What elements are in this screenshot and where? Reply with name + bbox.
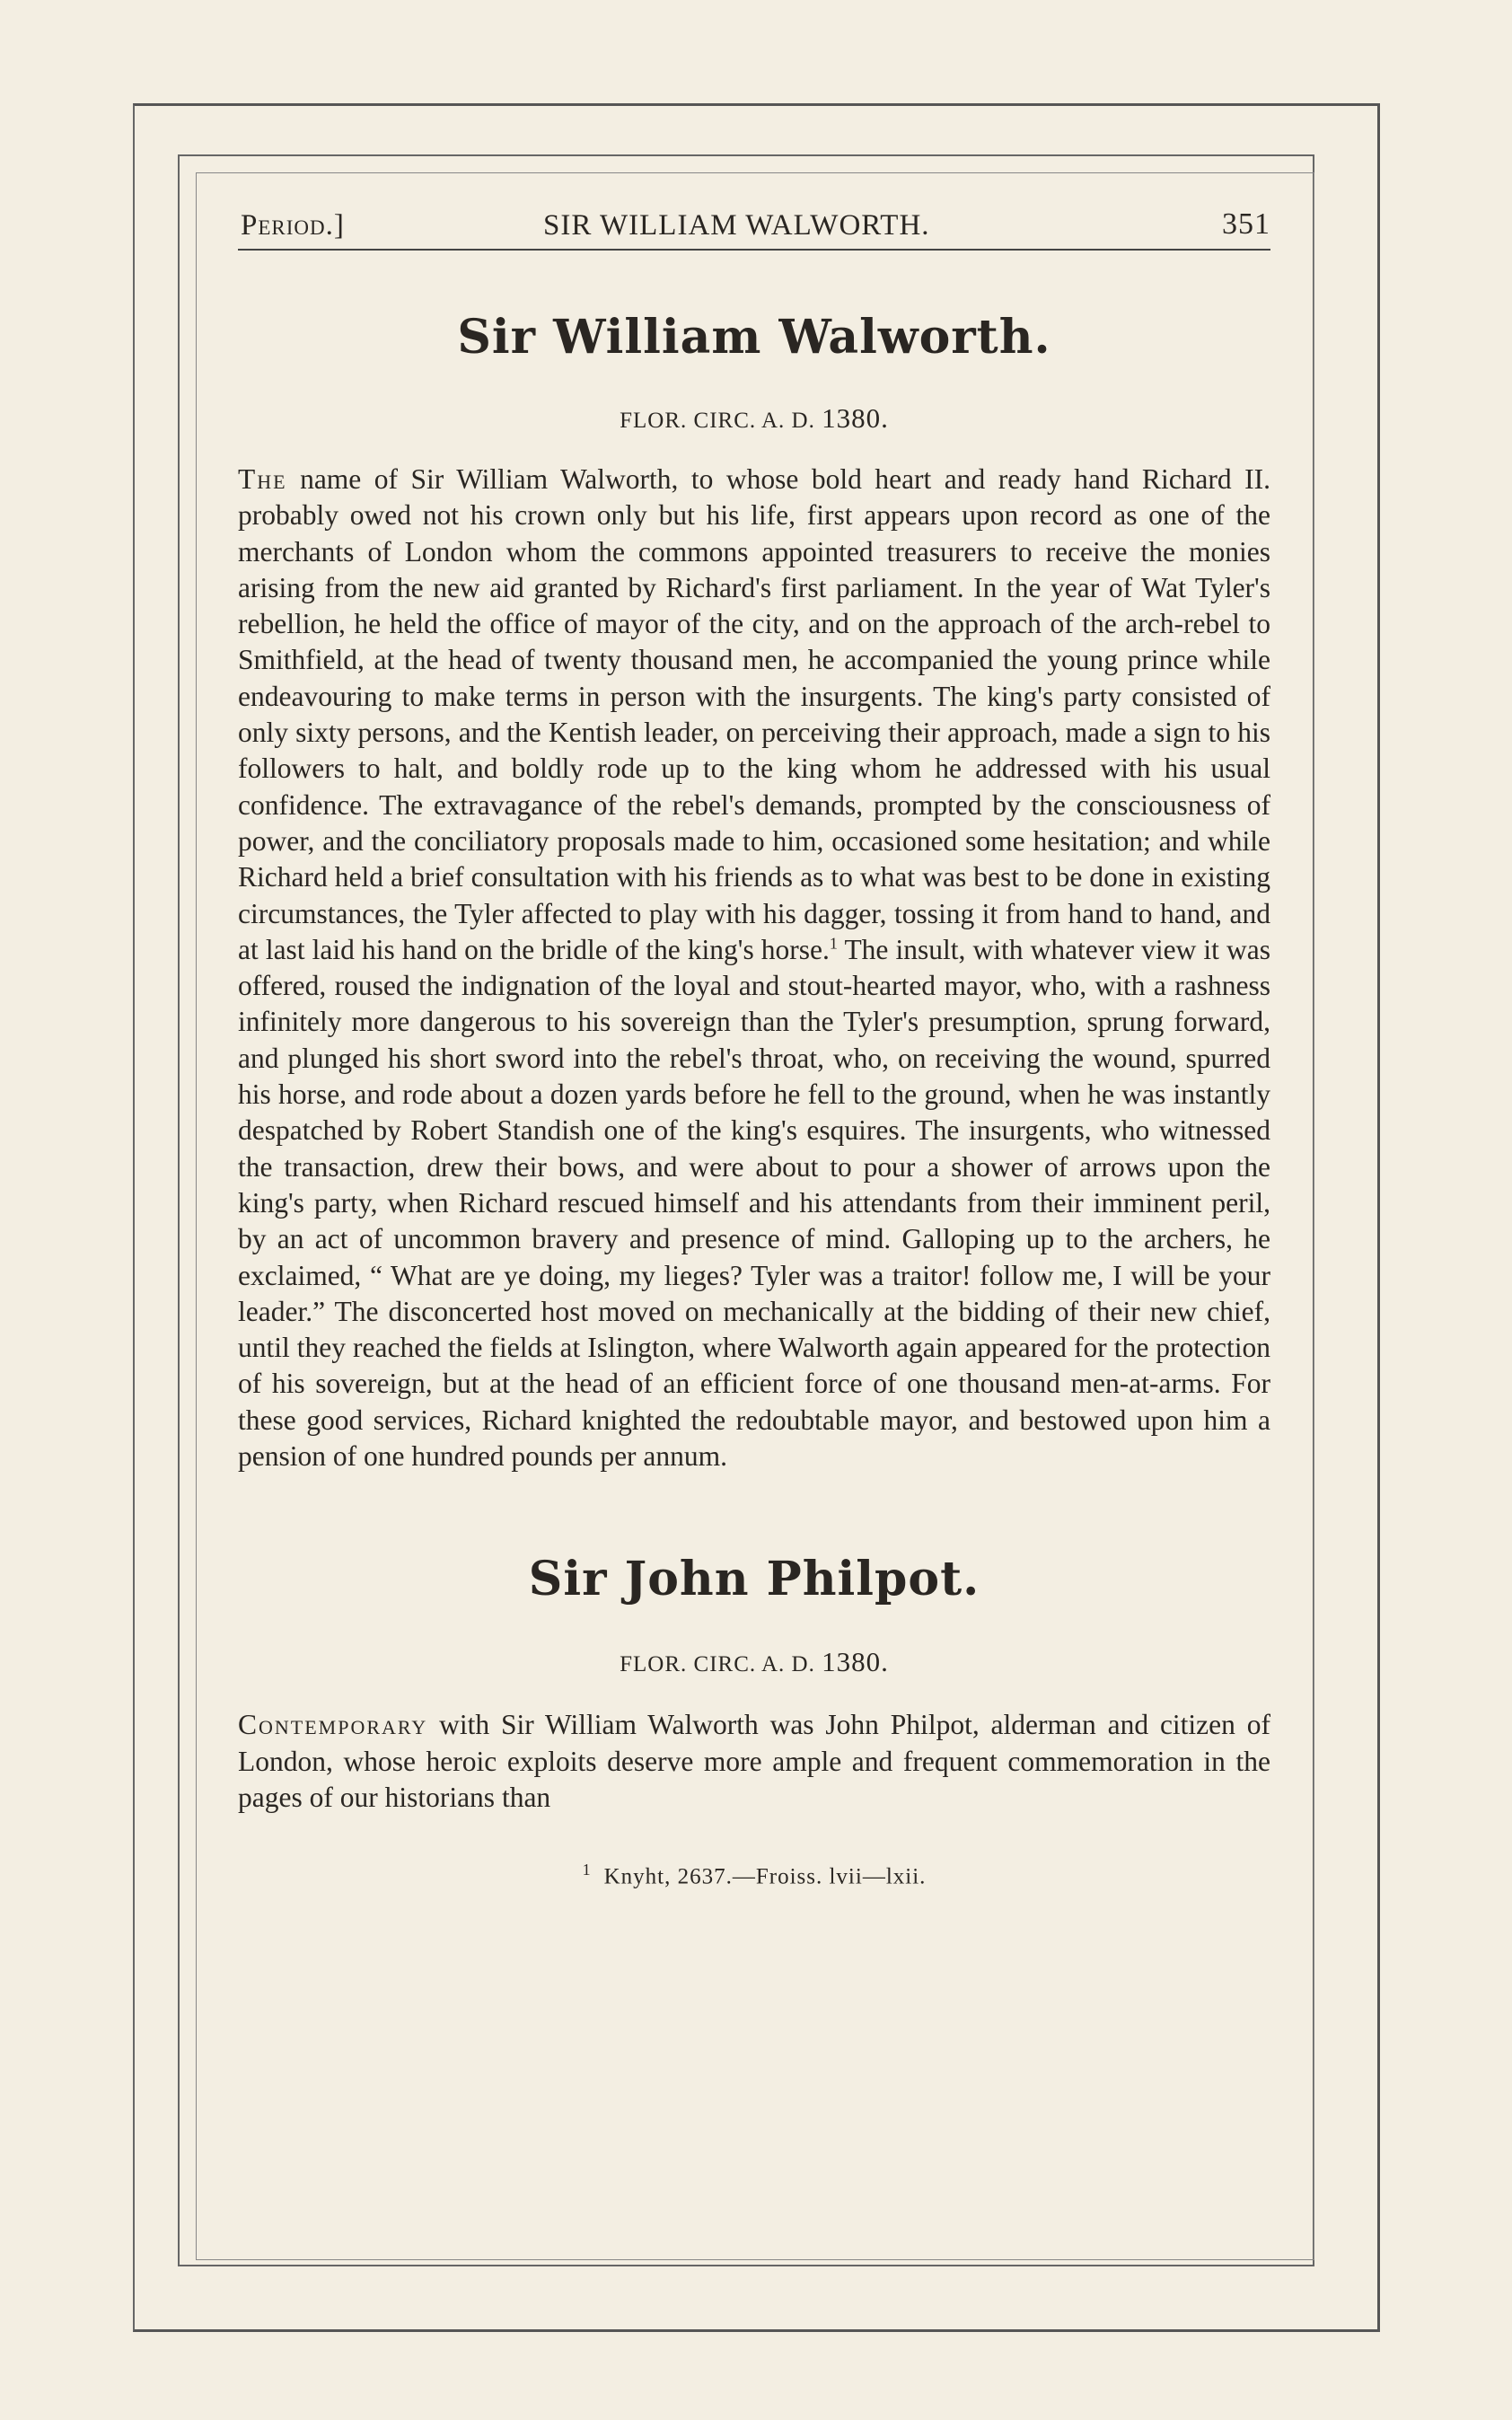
flor-label: FLOR. CIRC. A. D. (620, 1652, 815, 1677)
flor-label: FLOR. CIRC. A. D. (620, 409, 815, 433)
page-content (238, 202, 1270, 1890)
footnote-text: Knyht, 2637.—Froiss. lvii—lxii. (603, 1864, 927, 1889)
running-head-title: SIR WILLIAM WALWORTH. (543, 209, 930, 242)
paragraph-text-b: The insult, with whatever view it was offered, roused the indignation of the loyal and stout-hearted mayor, who, with a rashness infinitely more dangerous to his sovereign than the Tyler's presumption, sprung forward, and plunged his short sword into the rebel's throat, who, on receiving the wound, spurred his horse, and rode about a dozen yards before he fell to the ground, when he was instantly despatched by Robert Standish one of the king's esquires. The insurgents, who witnessed the transaction, drew their bows, and were about to pour a shower of arrows upon the king's party, when Richard rescued himself and his attendants from their imminent peril, by an act of uncommon bravery and presence of mind. Galloping up to the archers, he exclaimed, “ What are ye doing, my lieges? Tyler was a traitor! follow me, I will be your leader.” The disconcerted host moved on mechanically at the bidding of their new chief, until they reached the fields at Islington, where Walworth again appeared for the protection of his sovereign, but at the head of an efficient force of one thousand men-at-arms. For these good services, Richard knighted the redoubtable mayor, and bestowed upon him a pension of one hundred pounds per annum. (238, 933, 1270, 1473)
running-head-period: Period.] (241, 209, 345, 242)
paragraph-text: with Sir William Walworth was John Philpot, alderman and citizen of London, whose heroic exploits deserve more ample and frequent commemoration in the pages of our historians than (238, 1709, 1270, 1813)
flor-date-walworth (238, 402, 1270, 435)
section-title-philpot: Sir John Philpot. (528, 1552, 980, 1607)
footnote (238, 1861, 1270, 1889)
footnote-reference[interactable]: 1 (829, 934, 838, 953)
running-head (238, 202, 1270, 251)
section-title-walworth: Sir William Walworth. (457, 310, 1051, 365)
paragraph-philpot (238, 1707, 1270, 1816)
page-number: 351 (1222, 207, 1270, 241)
paragraph-text-a: name of Sir William Walworth, to whose bold heart and ready hand Richard II. probably owed not his crown only but his life, first appears upon record as one of the merchants of London whom the commons appointed treasurers to receive the monies arising from the new aid granted by Richard's first parliament. In the year of Wat Tyler's rebellion, he held the office of mayor of the city, and on the approach of the arch-rebel to Smithfield, at the head of twenty thousand men, he accompanied the young prince while endeavouring to make terms in person with the insurgents. The king's party consisted of only sixty persons, and the Kentish leader, on perceiving their approach, made a sign to his followers to halt, and boldly rode up to the king whom he addressed with his usual confidence. The extravagance of the rebel's demands, prompted by the consciousness of power, and the conciliatory proposals made to him, occasioned some hesitation; and while Richard held a brief consultation with his friends as to what was best to be done in existing circumstances, the Tyler affected to play with his dagger, tossing it from hand to hand, and at last laid his hand on the bridle of the king's horse. (238, 463, 1270, 965)
paragraph-lead: Contemporary (238, 1709, 428, 1741)
flor-year: 1380. (822, 402, 889, 434)
flor-date-philpot (238, 1646, 1270, 1678)
footnote-mark: 1 (582, 1861, 592, 1879)
paragraph-walworth (238, 462, 1270, 1474)
flor-year: 1380. (822, 1646, 889, 1678)
paragraph-lead: The (238, 463, 287, 495)
